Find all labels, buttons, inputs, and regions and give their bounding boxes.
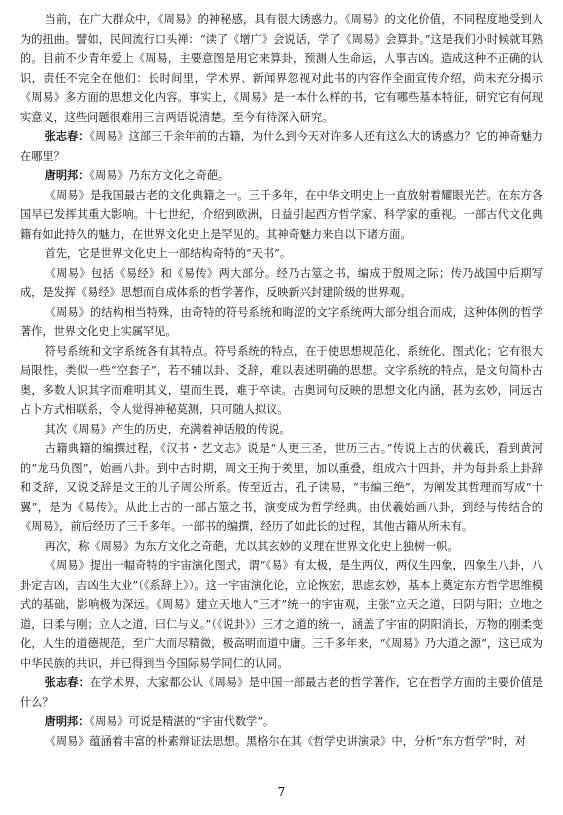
speaker-label: 唐明邦： xyxy=(44,169,90,182)
dialogue-paragraph: 张志春：在学术界，大家都公认《周易》是中国一部最古老的哲学著作，它在哲学方面的主要价值是什么？ xyxy=(20,676,543,709)
paragraph: 《周易》是我国最古老的文化典籍之一。三千多年，在中华文明史上一直放射着耀眼光芒。在东方各国早已发挥其重大影响。十七世纪，介绍到欧洲，日益引起西方哲学家、科学家的重视。一部古代文化典籍有如此持久的魅力，在世界文化史上是罕见的。其神奇魅力来自以下诸方面。 xyxy=(20,188,543,241)
paragraph: 当前，在广大群众中，《周易》的神秘感，具有很大诱惑力。《周易》的文化价值，不同程度地受到人为的扭曲。譬如，民间流行口头禅：“读了《增广》会说话，学了《周易》会算卦。”这是我们小时候就耳熟的。目前不少青年爱上《周易，主要意图是用它来算卦，预测人生命运，人事吉凶。造成这种不正确的认识，责任不完全在他们：长时间里，学术界、新闻界忽视对此书的内容作全面宣传介绍，尚未充分揭示《周易》多方面的思想文化内容。事实上，《周易》是一本什么样的书，它有哪些基本特征，研究它有何现实意义，这些问题很难用三言两语说清楚。至今有待深入研究。 xyxy=(20,13,543,124)
paragraph: 《周易》蕴涵着丰富的朴素辩证法思想。黑格尔在其《哲学史讲演录》中，分析“东方哲学”时，对 xyxy=(44,734,526,748)
paragraph: 古籍典籍的编撰过程，《汉书・艺文志》说是“人更三圣，世历三古。”传说上古的伏羲氏，看到黄河的“龙马负图”，始画八卦。到中古时期，周文王拘于羑里，加以重叠，组成六十四卦，并为每卦系上卦辞和爻辞，又说爻辞是文王的儿子周公所系。传至近古，孔子读易，“韦编三绝”，为阐发其哲理而写成“十翼”，是为《易传》。从此上古的一部占筮之书，演变成为哲学经典。由伏羲始画八卦，到经与传结合的《周易》，前后经历了三千多年。一部书的编撰，经历了如此长的过程，其他古籍从所未有。 xyxy=(20,442,543,533)
speaker-label: 张志春： xyxy=(44,676,90,689)
paragraph: 其次《周易》产生的历史，充满着神话般的传说。 xyxy=(44,422,291,436)
dialogue-paragraph: 张志春：《周易》这部三千余年前的古籍，为什么到今天对许多人还有这么大的诱惑力？它的神奇魅力在哪里？ xyxy=(20,130,543,163)
speaker-label: 张志春： xyxy=(44,130,90,143)
paragraph: 再次，称《周易》为东方文化之奇葩，尤以其玄妙的义理在世界文化史上独树一帜。 xyxy=(44,539,459,553)
speaker-label: 唐明邦： xyxy=(44,715,90,728)
dialogue-paragraph: 唐明邦：《周易》乃东方文化之奇葩。 xyxy=(44,169,230,182)
page-number: 7 xyxy=(277,785,286,799)
paragraph: 《周易》的结构相当特殊，由奇特的符号系统和晦涩的文字系统两大部分组合而成，这种体例的哲学著作，世界文化史上实属罕见。 xyxy=(20,305,543,338)
paragraph: 符号系统和文字系统各有其特点。符号系统的特点，在于使思想规范化、系统化、图式化；它有很大局限性，类似一些“空套子”，若不辅以卦、爻辞，难以表述明确的思想。文字系统的特点，是文句简朴古奥，多数人识其字而难明其义，望而生畏，难于卒读。古奥词句反映的思想文化内涵，甚为玄妙，同远古占卜方式相联系，令人觉得神秘莫测，只可随人拟议。 xyxy=(20,344,543,416)
paragraph: 《周易》包括《易经》和《易传》两大部分。经乃古筮之书，编成于殷周之际；传乃战国中后期写成，是发挥《易经》思想而自成体系的哲学著作，反映新兴封建阶级的世界观。 xyxy=(20,266,543,299)
paragraph: 首先，它是世界文化史上一部结构奇特的“天书”。 xyxy=(44,247,292,260)
dialogue-paragraph: 唐明邦：《周易》可说是精湛的“宇宙代数学”。 xyxy=(44,715,275,728)
paragraph: 《周易》提出一幅奇特的宇宙演化图式，谓“《易》有太极，是生两仪，两仪生四象，四象生八卦，八卦定吉凶，吉凶生大业”（《系辞上》）。这一宇宙演化论，立论恢宏，思虑玄妙，基本上奠定东方哲学思维模式的基础，影响极为深远。《周易》建立天地人“三才”统一的宇宙观，主张“立天之道，曰阴与阳；立地之道，曰柔与刚；立人之道，曰仁与义。”（《说卦》）三才之道的统一，涵盖了宇宙的阴阳消长，万物的刚柔变化，人生的道德规范，至广大而尽精微，极高明而道中庸。三千多年来，“《周易》乃大道之源”，这已成为中华民族的共识，并已得到当今国际易学同仁的认同。 xyxy=(20,559,543,670)
